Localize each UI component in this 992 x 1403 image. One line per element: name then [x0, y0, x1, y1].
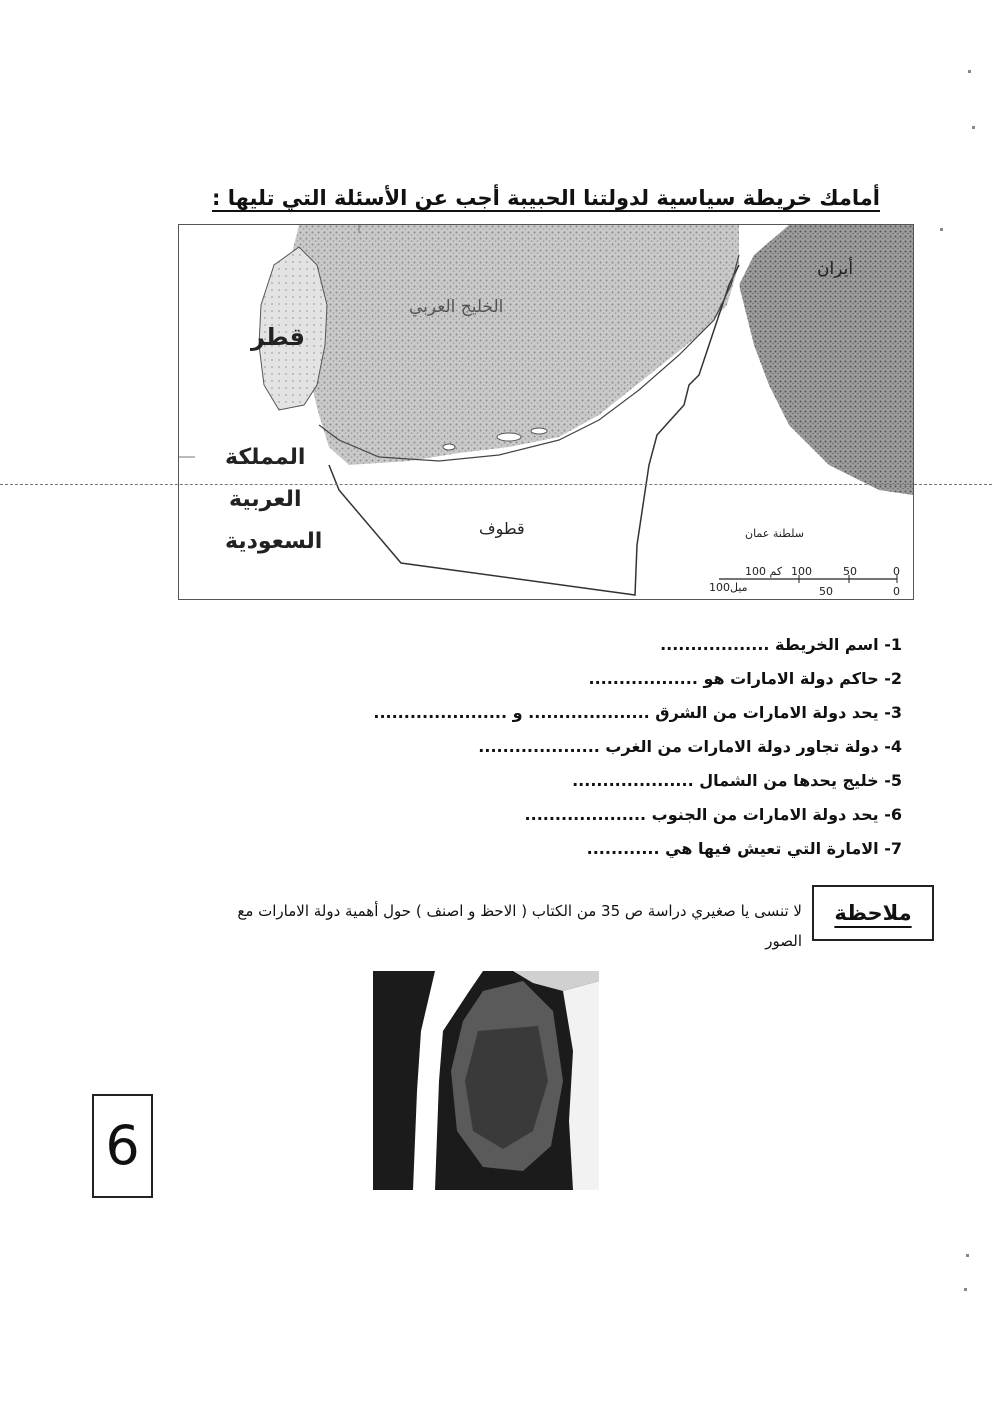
- map-label-oman: سلطنة عمان: [745, 527, 804, 540]
- map-label-saudi-2: العربية: [229, 487, 302, 512]
- question-item: 7- الامارة التي تعيش فيها هي ............: [586, 839, 902, 858]
- note-label: ملاحظة: [834, 901, 912, 925]
- island: [531, 428, 547, 434]
- question-item: 2- حاكم دولة الامارات هو ..................: [588, 669, 902, 688]
- fold-line: [0, 484, 992, 485]
- portrait-photo: [373, 971, 599, 1190]
- uae-political-map: [178, 224, 914, 600]
- page-number-box: [92, 1094, 153, 1198]
- scan-speck: [968, 70, 971, 73]
- map-label-qatuf: قطوف: [479, 519, 525, 538]
- scan-speck: [966, 1254, 969, 1257]
- question-item: 1- اسم الخريطة ..................: [660, 635, 902, 654]
- scale-km-label: 100 كم: [745, 565, 783, 578]
- map-label-saudi-3: السعودية: [225, 529, 323, 554]
- island: [497, 433, 521, 441]
- island: [443, 444, 455, 450]
- scale-mile-tick: 0: [893, 585, 900, 598]
- map-label-saudi-1: المملكة: [225, 445, 306, 470]
- scale-km-tick: 100: [791, 565, 812, 578]
- questions-list: [290, 628, 902, 866]
- scale-km-tick: 50: [843, 565, 857, 578]
- scan-speck: [964, 1288, 967, 1291]
- map-label-iran: أيران: [817, 259, 854, 279]
- note-text: لا تنسى يا صغيري دراسة ص 35 من الكتاب ( الاحظ و اصنف ) حول أهمية دولة الامارات مع الصور: [237, 902, 802, 950]
- scale-mile-label: 100ميل: [709, 581, 748, 594]
- map-label-gulf: الخليج العربي: [409, 297, 504, 317]
- scan-speck: [972, 126, 975, 129]
- scale-mile-tick: 50: [819, 585, 833, 598]
- scale-km-tick: 0: [893, 565, 900, 578]
- question-item: 3- يحد دولة الامارات من الشرق .................... و ......................: [373, 703, 902, 722]
- question-item: 4- دولة تجاور دولة الامارات من الغرب ....................: [478, 737, 902, 756]
- map-label-qatar: قطر: [251, 323, 306, 351]
- question-item: 6- يحد دولة الامارات من الجنوب ....................: [524, 805, 902, 824]
- worksheet-heading: أمامك خريطة سياسية لدولتنا الحبيبة أجب عن الأسئلة التي تليها :: [211, 186, 880, 210]
- page-number: 6: [105, 1114, 140, 1177]
- scan-speck: [940, 228, 943, 231]
- note-label-box: [812, 885, 934, 941]
- question-item: 5- خليج يحدها من الشمال ....................: [572, 771, 902, 790]
